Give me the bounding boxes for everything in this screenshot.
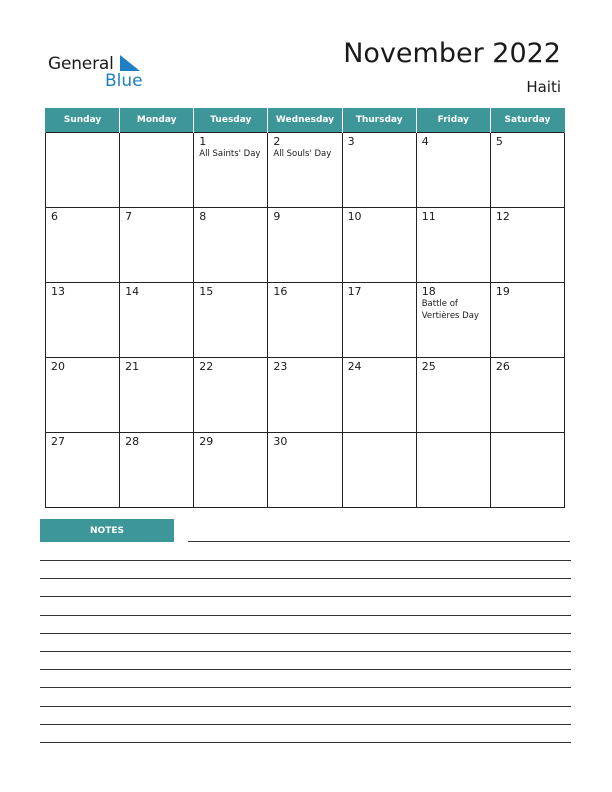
day-number: 21 [125,360,140,373]
calendar-day-cell[interactable] [490,133,564,208]
calendar-day-cell[interactable] [268,433,342,508]
logo-triangle-icon [120,55,140,71]
day-number: 27 [51,435,65,448]
day-number: 28 [125,435,140,448]
brand-word-blue: Blue [105,71,143,91]
day-number: 10 [347,210,362,223]
calendar-week-row [46,133,565,208]
calendar-week-row [46,433,565,508]
note-line[interactable] [40,687,571,688]
weekday-saturday: Saturday [490,108,564,133]
calendar-day-cell[interactable] [342,133,416,208]
note-line[interactable] [40,615,571,616]
day-number: 22 [199,360,214,373]
day-number: 29 [199,435,214,448]
day-number: 18 [421,285,436,298]
calendar-day-cell[interactable] [194,358,268,433]
holiday-label: Battle of Vertières Day [421,299,479,321]
calendar-day-cell[interactable] [490,208,564,283]
calendar-day-cell[interactable] [416,133,490,208]
day-number: 12 [495,210,510,223]
calendar-day-cell[interactable] [268,133,342,208]
brand-logo [48,52,148,92]
note-line[interactable] [188,541,570,542]
country-name: Haiti [526,78,561,96]
day-number: 25 [421,360,436,373]
day-number: 16 [273,285,288,298]
calendar-day-cell[interactable] [342,283,416,358]
calendar-day-cell[interactable] [416,283,490,358]
day-number: 8 [199,210,207,223]
calendar-week-row [46,283,565,358]
note-line[interactable] [40,633,571,634]
calendar-day-cell[interactable] [342,433,416,508]
calendar-week-row [46,358,565,433]
calendar-day-cell[interactable] [268,283,342,358]
calendar-day-cell[interactable] [194,283,268,358]
calendar-day-cell[interactable] [46,283,120,358]
weekday-sunday: Sunday [46,108,120,133]
calendar-day-cell[interactable] [342,358,416,433]
weekday-friday: Friday [416,108,490,133]
day-number: 7 [125,210,133,223]
day-number: 15 [199,285,214,298]
calendar-day-cell[interactable] [490,283,564,358]
day-number: 3 [347,135,355,148]
note-line[interactable] [40,560,571,561]
note-line[interactable] [40,742,571,743]
calendar-day-cell[interactable] [120,358,194,433]
holiday-label: All Saints' Day [199,149,261,159]
calendar-week-row [46,208,565,283]
calendar-day-cell[interactable] [120,433,194,508]
calendar-day-cell[interactable] [268,358,342,433]
day-number: 11 [421,210,436,223]
day-number: 4 [421,135,429,148]
calendar-day-cell[interactable] [416,358,490,433]
day-number: 24 [347,360,362,373]
day-number: 1 [199,135,207,148]
calendar-day-cell[interactable] [46,208,120,283]
day-number: 20 [51,360,65,373]
weekday-header-row [46,108,565,133]
weekday-wednesday: Wednesday [268,108,342,133]
day-number: 6 [51,210,58,223]
note-line[interactable] [40,669,571,670]
calendar-grid [45,108,565,508]
day-number: 2 [273,135,281,148]
day-number: 13 [51,285,65,298]
note-line[interactable] [40,706,571,707]
calendar-day-cell[interactable] [120,283,194,358]
calendar-day-cell[interactable] [194,133,268,208]
note-line[interactable] [40,651,571,652]
calendar-day-cell[interactable] [194,208,268,283]
calendar-day-cell[interactable] [120,133,194,208]
day-number: 14 [125,285,140,298]
calendar-day-cell[interactable] [46,433,120,508]
calendar-day-cell[interactable] [342,208,416,283]
calendar-day-cell[interactable] [490,358,564,433]
calendar-day-cell[interactable] [268,208,342,283]
calendar-day-cell[interactable] [416,433,490,508]
page-title: November 2022 [343,38,561,69]
day-number: 23 [273,360,288,373]
calendar-day-cell[interactable] [120,208,194,283]
note-line[interactable] [40,596,571,597]
day-number: 17 [347,285,362,298]
calendar-day-cell[interactable] [416,208,490,283]
calendar-day-cell[interactable] [46,358,120,433]
notes-label: NOTES [40,519,174,542]
weekday-thursday: Thursday [342,108,416,133]
calendar-day-cell[interactable] [46,133,120,208]
note-line[interactable] [40,724,571,725]
weekday-tuesday: Tuesday [194,108,268,133]
day-number: 9 [273,210,281,223]
note-line[interactable] [40,578,571,579]
holiday-label: All Souls' Day [273,149,332,159]
weekday-monday: Monday [120,108,194,133]
calendar-day-cell[interactable] [490,433,564,508]
day-number: 5 [495,135,503,148]
day-number: 30 [273,435,288,448]
brand-word-general: General [48,54,114,74]
day-number: 26 [495,360,510,373]
day-number: 19 [495,285,510,298]
calendar-day-cell[interactable] [194,433,268,508]
